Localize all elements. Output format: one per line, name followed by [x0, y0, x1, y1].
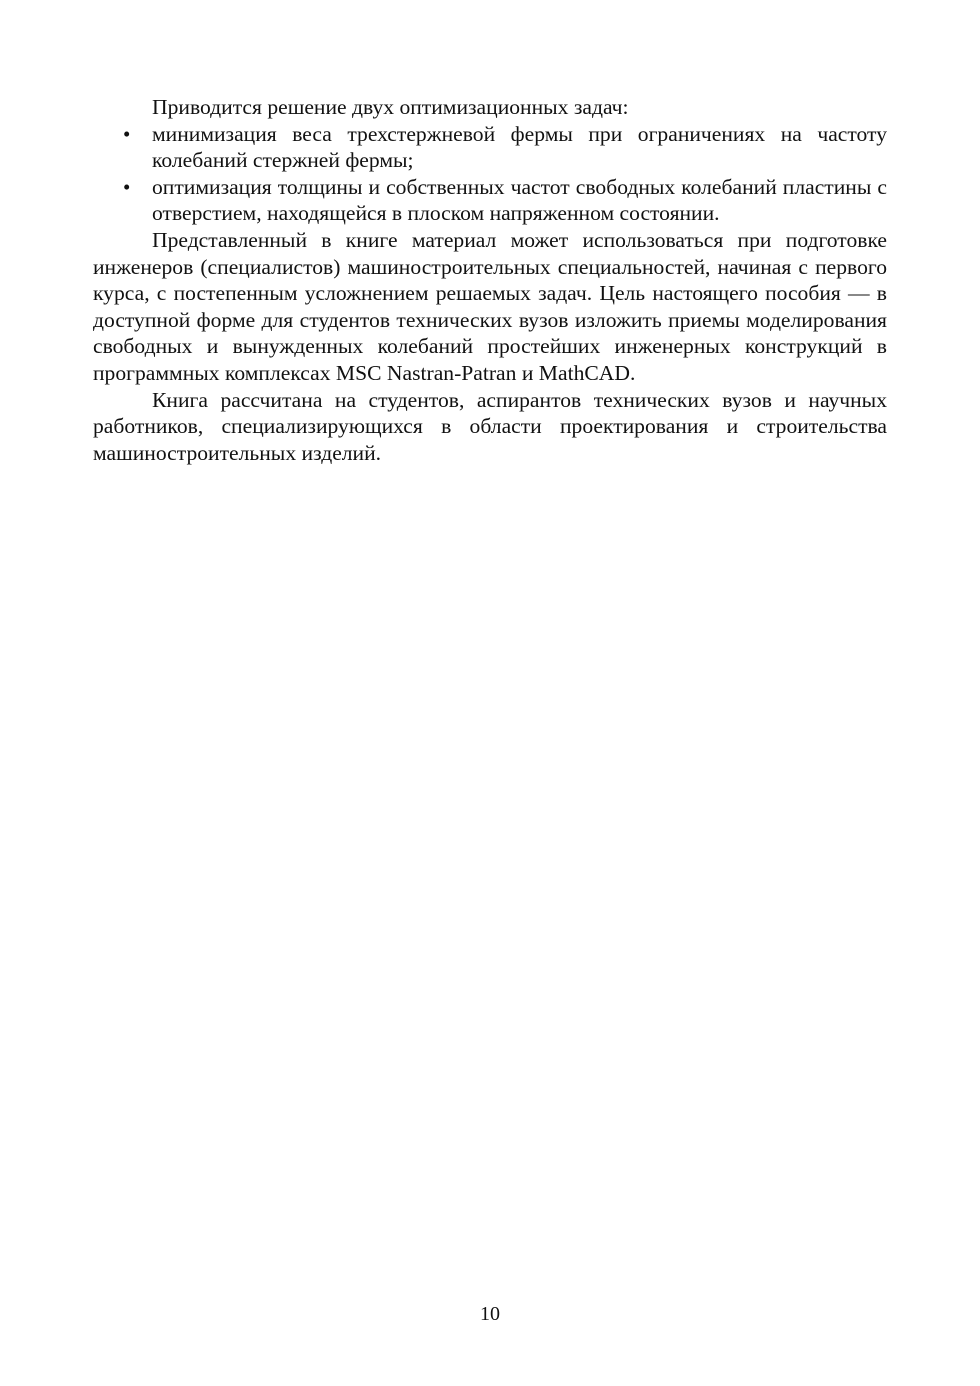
list-item	[123, 121, 887, 174]
list-item	[123, 174, 887, 227]
bullet-icon: •	[123, 121, 131, 146]
bullet-list	[93, 121, 887, 227]
bullet-icon: •	[123, 174, 131, 199]
page-number: 10	[480, 1303, 500, 1325]
paragraph-purpose: Представленный в книге материал может использоваться при подготовке инженеров (специалистов) машиностроительных специальностей, начиная с первого курса, с постепенным усложнением решаемых задач. Цель настоящего пособия — в доступной форме для студентов технических вузов изложить приемы моделирования свободных и вынужденных колебаний простейших инженерных конструкций в программных комплексах MSC Nastran-Patran и MathCAD.	[93, 227, 887, 385]
intro-line: Приводится решение двух оптимизационных задач:	[152, 95, 629, 119]
list-item-text: оптимизация толщины и собственных частот свободных колебаний пластины с отверстием, находящейся в плоском напряженном состоянии.	[152, 174, 887, 226]
page-body	[93, 94, 887, 466]
paragraph-audience: Книга рассчитана на студентов, аспирантов технических вузов и научных работников, специализирующихся в области проектирования и строительства машиностроительных изделий.	[93, 387, 887, 465]
list-item-text: минимизация веса трехстержневой фермы при ограничениях на частоту колебаний стержней фермы;	[152, 121, 887, 173]
